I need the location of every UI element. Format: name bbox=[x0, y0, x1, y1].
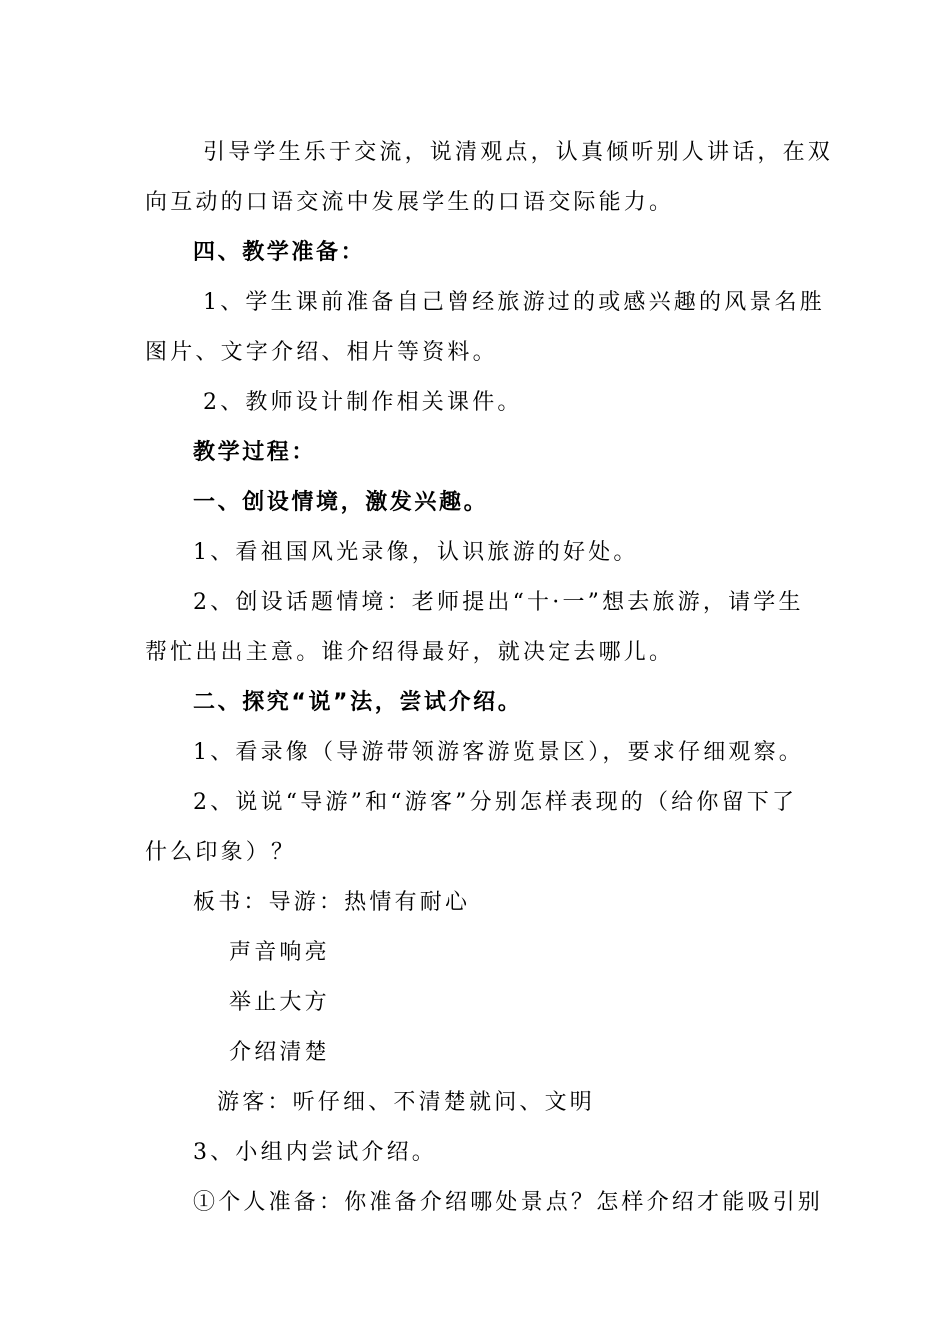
step-2-item-1: 1、看录像（导游带领游客游览景区），要求仔细观察。 bbox=[193, 740, 804, 765]
preparation-item-2: 2、教师设计制作相关课件。 bbox=[203, 390, 523, 415]
subheading-step-2: 二、探究“说”法，尝试介绍。 bbox=[193, 690, 523, 715]
step-2-item-2-line-1: 2、说说“导游”和“游客”分别怎样表现的（给你留下了 bbox=[193, 790, 798, 815]
section-heading-preparation: 四、教学准备： bbox=[193, 240, 366, 265]
step-1-item-2-line-2: 帮忙出出主意。谁介绍得最好，就决定去哪儿。 bbox=[145, 640, 675, 665]
board-note-guide-3: 举止大方 bbox=[229, 990, 330, 1015]
preparation-item-1-line-1: 1、学生课前准备自己曾经旅游过的或感兴趣的风景名胜 bbox=[203, 290, 825, 315]
step-1-item-1: 1、看祖国风光录像，认识旅游的好处。 bbox=[193, 540, 639, 565]
board-note-guide-4: 介绍清楚 bbox=[229, 1040, 330, 1065]
step-2-item-2-line-2: 什么印象）？ bbox=[145, 840, 297, 865]
subheading-step-1: 一、创设情境，激发兴趣。 bbox=[193, 490, 489, 515]
board-note-tourist: 游客：听仔细、不清楚就问、文明 bbox=[217, 1090, 596, 1115]
preparation-item-1-line-2: 图片、文字介绍、相片等资料。 bbox=[145, 340, 498, 365]
step-2-item-3: 3、小组内尝试介绍。 bbox=[193, 1140, 437, 1165]
step-2-item-3-sub-1: ①个人准备：你准备介绍哪处景点？怎样介绍才能吸引别 bbox=[193, 1190, 824, 1215]
section-heading-process: 教学过程： bbox=[193, 440, 317, 465]
board-note-guide-2: 声音响亮 bbox=[229, 940, 330, 965]
board-note-guide: 板书：导游：热情有耐心 bbox=[193, 890, 471, 915]
paragraph-goal-line-2: 向互动的口语交流中发展学生的口语交际能力。 bbox=[145, 190, 675, 215]
paragraph-goal-line-1: 引导学生乐于交流，说清观点，认真倾听别人讲话，在双 bbox=[203, 140, 834, 165]
step-1-item-2-line-1: 2、创设话题情境：老师提出“十·一”想去旅游，请学生 bbox=[193, 590, 804, 615]
